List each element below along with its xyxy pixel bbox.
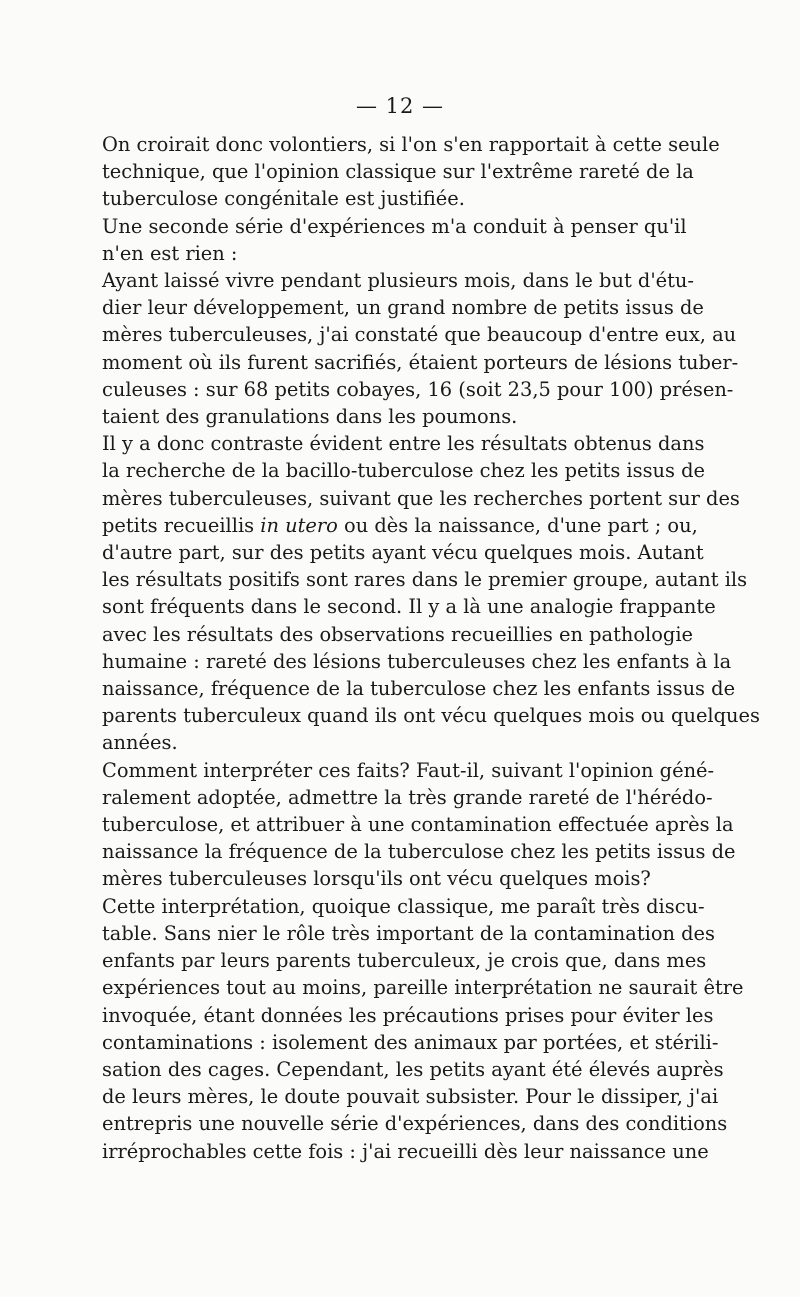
text-line: Ayant laissé vivre pendant plusieurs mois, dans le but d'étu- <box>102 269 694 293</box>
text-line: mères tuberculeuses, j'ai constaté que beaucoup d'entre eux, au <box>102 323 737 347</box>
text-line: mères tuberculeuses lorsqu'ils ont vécu quelques mois? <box>102 867 651 891</box>
page-number: — 12 — <box>355 94 445 118</box>
text-line: avec les résultats des observations recueillies en pathologie <box>102 622 694 646</box>
text-segment: petits recueillis <box>102 513 255 537</box>
text-line-with-italic <box>82 512 698 539</box>
text-line: la recherche de la bacillo-tuberculose chez les petits issus de <box>102 459 706 483</box>
text-line: taient des granulations dans les poumons. <box>102 405 518 429</box>
paragraph-6 <box>82 893 744 1165</box>
text-line: contaminations : isolement des animaux par portées, et stérili- <box>102 1030 719 1054</box>
text-line: technique, que l'opinion classique sur l'extrême rareté de la <box>102 160 694 184</box>
text-line: mères tuberculeuses, suivant que les recherches portent sur des <box>102 486 740 510</box>
text-line: culeuses : sur 68 petits cobayes, 16 (soit 23,5 pour 100) présen- <box>102 377 734 401</box>
text-line: tuberculose congénitale est justifiée. <box>102 187 465 211</box>
text-line: d'autre part, sur des petits ayant vécu quelques mois. Autant <box>102 541 704 565</box>
text-line: On croirait donc volontiers, si l'on s'en rapportait à cette seule <box>102 133 720 156</box>
text-line: Comment interpréter ces faits? Faut-il, suivant l'opinion géné- <box>102 758 715 782</box>
paragraph-4 <box>82 430 760 756</box>
text-line: sation des cages. Cependant, les petits ayant été élevés auprès <box>102 1057 724 1081</box>
text-line: humaine : rareté des lésions tuberculeuses chez les enfants à la <box>102 649 732 673</box>
text-line: Il y a donc contraste évident entre les résultats obtenus dans <box>102 432 705 456</box>
text-line: années. <box>102 731 178 755</box>
text-line: tuberculose, et attribuer à une contamination effectuée après la <box>102 813 734 837</box>
paragraph-2 <box>82 213 687 267</box>
text-line: les résultats positifs sont rares dans le premier groupe, autant ils <box>102 568 748 592</box>
paragraph-3 <box>82 267 739 430</box>
body-text <box>82 131 760 1165</box>
text-line: expériences tout au moins, pareille interprétation ne saurait être <box>102 976 744 1000</box>
text-line: naissance la fréquence de la tuberculose chez les petits issus de <box>102 840 736 864</box>
text-line: table. Sans nier le rôle très important de la contamination des <box>102 921 715 945</box>
text-segment: ou dès la naissance, d'une part ; ou, <box>344 513 698 537</box>
text-line: enfants par leurs parents tuberculeux, je crois que, dans mes <box>102 949 707 973</box>
text-line: Cette interprétation, quoique classique, me paraît très discu- <box>102 894 705 918</box>
text-line: n'en est rien : <box>102 241 238 265</box>
italic-term: in utero <box>260 513 338 537</box>
text-line: entrepris une nouvelle série d'expériences, dans des conditions <box>102 1112 728 1136</box>
text-line: ralement adoptée, admettre la très grande rareté de l'hérédo- <box>102 785 713 809</box>
text-line: irréprochables cette fois : j'ai recueilli dès leur naissance une <box>102 1139 709 1163</box>
text-line: invoquée, étant données les précautions prises pour éviter les <box>102 1003 714 1027</box>
paragraph-1 <box>82 131 720 213</box>
text-line: de leurs mères, le doute pouvait subsister. Pour le dissiper, j'ai <box>102 1085 719 1109</box>
text-line: dier leur développement, un grand nombre de petits issus de <box>102 296 704 320</box>
text-line: moment où ils furent sacrifiés, étaient porteurs de lésions tuber- <box>102 350 739 374</box>
paragraph-5 <box>82 757 736 893</box>
text-line: naissance, fréquence de la tuberculose chez les enfants issus de <box>102 677 736 701</box>
text-line: sont fréquents dans le second. Il y a là une analogie frappante <box>102 595 716 619</box>
text-line: parents tuberculeux quand ils ont vécu quelques mois ou quelques <box>102 704 760 728</box>
text-line: Une seconde série d'expériences m'a conduit à penser qu'il <box>102 214 687 238</box>
